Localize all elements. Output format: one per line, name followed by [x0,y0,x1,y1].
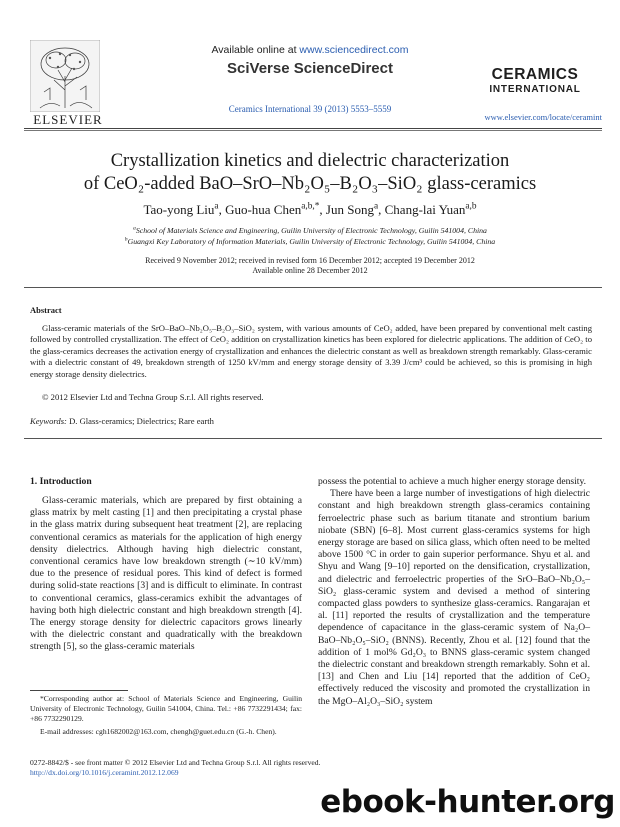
doi-link[interactable]: http://dx.doi.org/10.1016/j.ceramint.2012.12.069 [30,768,179,777]
affiliation-b-text: Guangxi Key Laboratory of Information Materials, Guilin University of Electronic Technology, Guilin 541004, China [127,237,496,246]
available-online-line [180,44,440,56]
abstract-copyright: © 2012 Elsevier Ltd and Techna Group S.r.l. All rights reserved. [42,392,264,402]
author-name[interactable]: Tao-yong Liu [143,202,215,217]
journal-logo-line1: CERAMICS [491,66,579,83]
author-name[interactable]: Guo-hua Chen [225,202,302,217]
journal-reference-link[interactable]: Ceramics International 39 (2013) 5553–5559 [228,104,392,114]
abstract-heading: Abstract [30,305,62,315]
keywords-line [30,416,590,426]
journal-logo-line2: INTERNATIONAL [489,84,581,95]
author-affiliation-mark: a [373,201,379,212]
issn-line: 0272-8842/$ - see front matter © 2012 Elsevier Ltd and Techna Group S.r.l. All rights reserved. [30,758,321,767]
section-heading-introduction: 1. Introduction [30,476,92,487]
footnote-email: E-mail addresses: cgh1682002@163.com, chengh@guet.edu.cn (G.-h. Chen). [40,727,277,736]
author-affiliation-mark: a,b [465,201,477,212]
article-title-line2: of CeO₂-added BaO–SrO–Nb₂O₅–B₂O₃–SiO₂ glass-ceramics [83,174,537,194]
footnote-corresponding-author: *Corresponding author at: School of Materials Science and Engineering, Guilin University of Electronic Technology, Guilin 541004, China. Tel.: +86 7732291434; fax: +86 7732290129. [30,694,302,723]
header-divider-thin [24,130,602,131]
author-affiliation-mark: a,b,* [301,201,320,212]
affiliation-a-text: School of Materials Science and Engineering, Guilin University of Electronic Technology, Guilin 541004, China [135,226,487,235]
author-name[interactable]: Chang-lai Yuan [384,202,466,217]
sciverse-sciencedirect-logo: SciVerse ScienceDirect [227,60,393,77]
intro-paragraph-2: There have been a large number of investigations of high dielectric constant and high breakdown strength glass-ceramics containing ferroelectric phase such as barium titanate and strontium barium niobate (SBN) [6–8]. Most current glass-ceramics systems for high energy storage are based on silica glass, which often need to be melted above 1500 °C in order to gain superior performance. Shyu et al. and Shyu and Wang [9–10] reported on the densification, crystallization, and dielectric and ferroelectric properties of the SrO–BaO–Nb₂O₅–SiO₂ glass-ceramic system and devised a method of sintering compacted glass powders to synthesize glass-ceramics. Rangarajan et al. [11] reported the results of crystallization and the temperature dependence of capacitance in the glass-ceramic system of Na₂O–BaO–Nb₂O₅–SiO₂ (BNNS). Recently, Zhou et al. [12] found that the addition of 1 mol% Gd₂O₃ to BNNS glass-ceramic system changed the dielectric constant and breakdown strength remarkably. Sohn et al. [13] and Chen and Liu [14] reported that the addition of CeO₂ effectively reduced the viscosity and promoted the crystallization in the MgO–Al₂O₃–SiO₂ system [318,488,590,707]
abstract-text: Glass-ceramic materials of the SrO–BaO–Nb₂O₅–B₂O₃–SiO₂ system, with various amounts of CeO₂ added, have been prepared by conventional melt casting followed by controlled crystallization. The effect of CeO₂ addition on crystallization kinetics has been explored for dielectric applications. The addition of CeO₂ to the glass-ceramics decreases the activation energy of crystallization and enhances the dielectric constant as well as breakdown strength remarkably. Glass-ceramic with a dielectric constant of 49, breakdown strength of 1250 kV/mm and energy storage density of 3.39 J/cm³ could be achieved, so this is promising in high energy storage density dielectrics. [30,323,592,379]
sciencedirect-link[interactable]: www.sciencedirect.com [299,44,409,56]
introduction-left-column: Glass-ceramic materials, which are prepared by first obtaining a glass matrix by melt casting [1] and then precipitating a crystal phase in the glass matrix during subsequent heat treatment [2], are replacing conventional ceramics as materials for the application of high energy density dielectrics. Although having high dielectric constant, conventional ceramics have low breakdown strength (∼10 kV/mm) due to the presence of residual pores. This kind of defect is formed during solid-state reactions [3] and is difficult to eliminate. In contrast to conventional ceramics, glass-ceramics exhibit the advantages of having both high dielectric constant and high breakdown strength [4]. The energy storage density for dielectric capacitors grows linearly with the dielectric constant and quadratically with the breakdown strength [5], so the glass-ceramic materials [30,495,302,653]
issn-doi-block [30,758,410,778]
elsevier-tree-logo-icon [30,40,100,112]
author-list: Tao-yong Liu$^a$, Guo-hua Chen$^{a,b,*}$, Jun Song$^a$, Chang-lai Yuan$^{a,b}$ [143,201,477,217]
author-affiliation-mark: a [214,201,219,212]
available-prefix: Available online at [211,44,300,56]
affiliation-b: $^b$Guangxi Key Laboratory of Information Materials, Guilin University of Electronic Technology, Guilin 541004, China [124,236,496,246]
keywords-label: Keywords: [30,416,67,426]
watermark-text: ebook-hunter.org [320,784,615,820]
abstract-divider [24,287,602,288]
keywords-list: D. Glass-ceramics; Dielectrics; Rare earth [69,416,214,426]
introduction-right-column [318,476,590,708]
header-divider [24,128,602,129]
elsevier-wordmark: ELSEVIER [33,112,103,127]
available-online-date: Available online 28 December 2012 [252,266,368,275]
intro-paragraph-continued: possess the potential to achieve a much higher energy storage density. [318,476,587,487]
footnote-divider [30,690,128,691]
journal-homepage-link[interactable]: www.elsevier.com/locate/ceramint [484,112,602,122]
article-title-line1: Crystallization kinetics and dielectric characterization [110,151,510,171]
article-title [30,150,590,196]
received-dates: Received 9 November 2012; received in revised form 16 December 2012; accepted 19 December 2012 [145,256,475,265]
affiliation-a: $^a$School of Materials Science and Engineering, Guilin University of Electronic Technology, Guilin 541004, China [133,225,487,235]
keywords-divider [24,438,602,439]
author-name[interactable]: Jun Song [325,202,374,217]
